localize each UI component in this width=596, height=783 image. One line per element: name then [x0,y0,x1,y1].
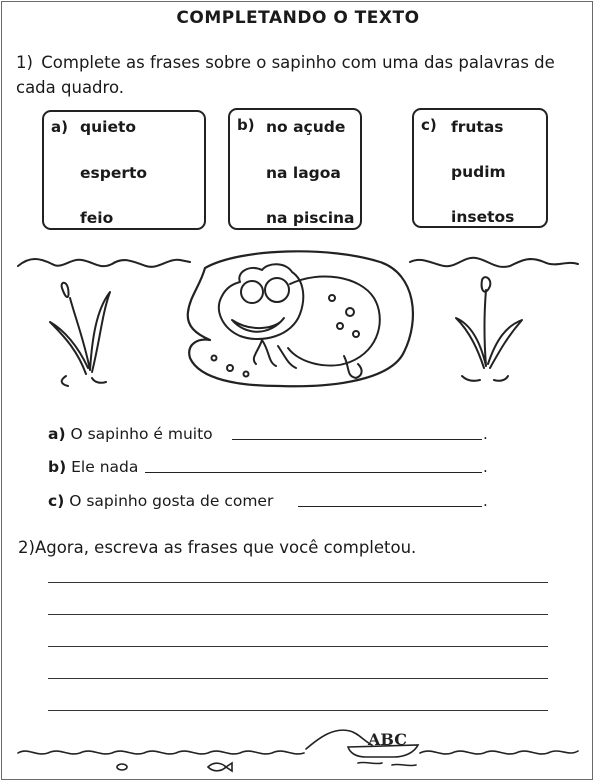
word-option: na piscina [266,209,355,227]
answer-blank-b[interactable] [145,472,482,473]
sentence-a-text: O sapinho é muito [70,425,213,443]
sentence-b-letter: b) [48,458,67,476]
sentence-a-period: . [483,425,488,443]
frog-back-leg [344,356,362,378]
boat-letters: ABC [368,730,407,749]
answer-blank-a[interactable] [232,439,482,440]
frog-mouth [232,318,284,332]
question-2 [18,538,416,557]
word-option: feio [80,209,114,227]
writing-line[interactable] [48,582,548,583]
word-box-b [228,108,362,230]
small-fish-icon [117,764,127,770]
sentence-a-letter: a) [48,425,66,443]
water-wave-line [18,258,578,267]
sentence-b-text: Ele nada [71,458,139,476]
question-1-number: 1) [16,53,33,72]
word-box-c [412,108,548,228]
bottom-wave-line [18,751,578,754]
bottom-water-decoration [0,715,596,779]
sentence-c-letter: c) [48,492,65,510]
question-2-text: Agora, escreva as frases que você completou. [34,538,417,557]
word-box-b-label: b) [237,116,255,134]
question-1-text: Complete as frases sobre o sapinho com uma das palavras de [41,53,555,72]
word-option: pudim [451,163,506,181]
word-option: insetos [451,208,515,226]
writing-line[interactable] [48,678,548,679]
word-option: no açude [266,118,346,136]
answer-blank-c[interactable] [298,506,482,507]
sentence-b [48,458,138,476]
question-1-text-continued: cada quadro. [16,78,124,97]
sentence-a [48,425,213,443]
word-box-a [42,110,206,230]
writing-line[interactable] [48,614,548,615]
sentence-b-period: . [483,458,488,476]
word-option: frutas [451,118,504,136]
worksheet-title: COMPLETANDO O TEXTO [176,8,420,28]
word-box-a-label: a) [51,118,68,136]
sentence-c-period: . [483,492,488,510]
fish-icon [208,763,232,771]
reed-plant-left [50,283,110,386]
word-option: esperto [80,164,148,182]
writing-line[interactable] [48,646,548,647]
reed-plant-right [456,277,522,381]
writing-line[interactable] [48,710,548,711]
sentence-c [48,492,273,510]
question-2-number: 2) [18,538,35,557]
question-1 [16,50,582,100]
pond-frog-illustration [0,240,596,400]
sentence-c-text: O sapinho gosta de comer [69,492,274,510]
frog-left-eye [241,281,263,303]
word-box-c-label: c) [421,116,437,134]
frog-front-leg [254,340,296,368]
word-option: na lagoa [266,164,341,182]
frog-right-eye [265,278,289,302]
word-option: quieto [80,118,137,136]
